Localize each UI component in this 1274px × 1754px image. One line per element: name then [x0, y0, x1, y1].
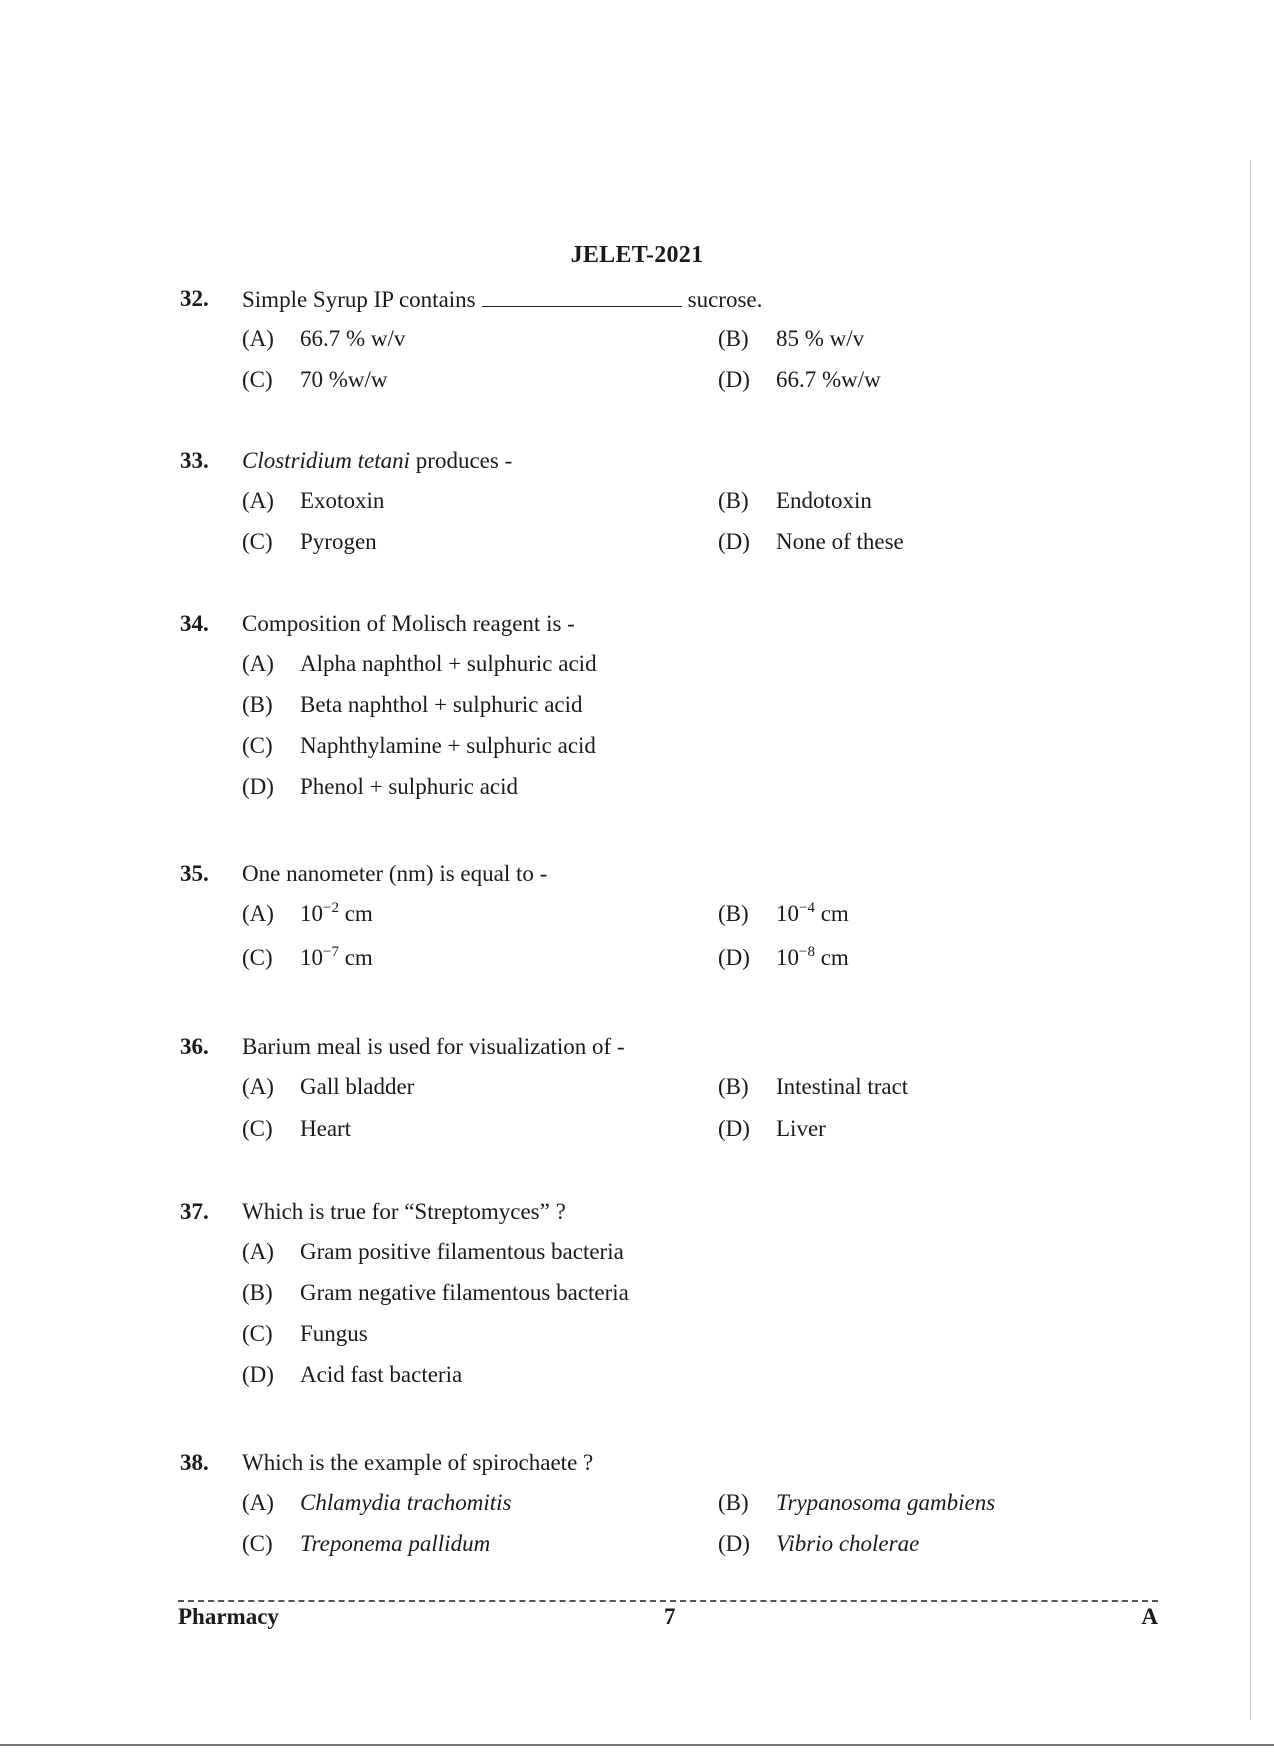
- option-d: (D) 66.7 %w/w: [718, 367, 881, 392]
- option-a: (A) Gall bladder: [242, 1074, 415, 1099]
- question-35: [180, 861, 1080, 989]
- option-a: (A) 66.7 % w/v: [242, 326, 406, 351]
- option-c: (C) Treponema pallidum: [242, 1531, 491, 1556]
- option-b: (B) Trypanosoma gambiens: [718, 1490, 996, 1515]
- page-header: JELET-2021: [570, 242, 704, 268]
- question-37: [180, 1199, 1080, 1403]
- question-text: One nanometer (nm) is equal to -: [242, 861, 548, 886]
- option-a: (A) $10^{-2}$ cm: [242, 900, 373, 926]
- option-b: (B) Endotoxin: [718, 488, 872, 513]
- page-footer: [178, 1604, 1158, 1634]
- question-text: Which is true for “Streptomyces” ?: [242, 1199, 566, 1224]
- option-b: (B) Gram negative filamentous bacteria: [242, 1280, 629, 1305]
- question-32: [180, 286, 1080, 408]
- question-number: 32.: [180, 286, 209, 311]
- option-c: (C) $10^{-7}$ cm: [242, 944, 373, 970]
- subject-label: Pharmacy: [178, 1604, 279, 1629]
- option-b: (B) $10^{-4}$ cm: [718, 900, 849, 926]
- option-c: (C) 70 %w/w: [242, 367, 388, 392]
- question-38: [180, 1450, 1080, 1572]
- set-code: A: [1141, 1604, 1158, 1629]
- option-d: (D) $10^{-8}$ cm: [718, 944, 849, 970]
- option-d: (D) Acid fast bacteria: [242, 1362, 463, 1387]
- question-36: [180, 1034, 1080, 1157]
- option-b: (B) 85 % w/v: [718, 326, 865, 351]
- option-c: (C) Pyrogen: [242, 529, 377, 554]
- option-a: (A) Gram positive filamentous bacteria: [242, 1239, 624, 1264]
- option-c: (C) Naphthylamine + sulphuric acid: [242, 733, 596, 758]
- question-number: 33.: [180, 448, 209, 473]
- option-b: (B) Intestinal tract: [718, 1074, 909, 1099]
- question-text: Composition of Molisch reagent is -: [242, 611, 575, 636]
- question-number: 36.: [180, 1034, 209, 1059]
- page-number: 7: [664, 1604, 676, 1629]
- question-text: Simple Syrup IP contains sucrose.: [242, 287, 763, 312]
- option-a: (A) Chlamydia trachomitis: [242, 1490, 512, 1515]
- footer-divider: [178, 1600, 1158, 1602]
- option-b: (B) Beta naphthol + sulphuric acid: [242, 692, 583, 717]
- option-d: (D) Liver: [718, 1116, 826, 1141]
- question-text: Barium meal is used for visualization of -: [242, 1034, 625, 1059]
- question-34: [180, 611, 1080, 815]
- answer-blank: [482, 286, 682, 307]
- question-text: Clostridium tetani produces -: [242, 448, 513, 473]
- option-d: (D) Vibrio cholerae: [718, 1531, 920, 1556]
- question-number: 34.: [180, 611, 209, 636]
- question-text: Which is the example of spirochaete ?: [242, 1450, 594, 1475]
- question-number: 35.: [180, 861, 209, 886]
- question-number: 38.: [180, 1450, 209, 1475]
- option-d: (D) None of these: [718, 529, 904, 554]
- option-c: (C) Fungus: [242, 1321, 368, 1346]
- option-a: (A) Alpha naphthol + sulphuric acid: [242, 651, 597, 676]
- question-number: 37.: [180, 1199, 209, 1224]
- option-d: (D) Phenol + sulphuric acid: [242, 774, 519, 799]
- scan-bottom-edge: [0, 1744, 1274, 1746]
- option-a: (A) Exotoxin: [242, 488, 385, 513]
- scan-margin-line: [1250, 160, 1251, 1720]
- option-c: (C) Heart: [242, 1116, 352, 1141]
- question-33: [180, 448, 1080, 570]
